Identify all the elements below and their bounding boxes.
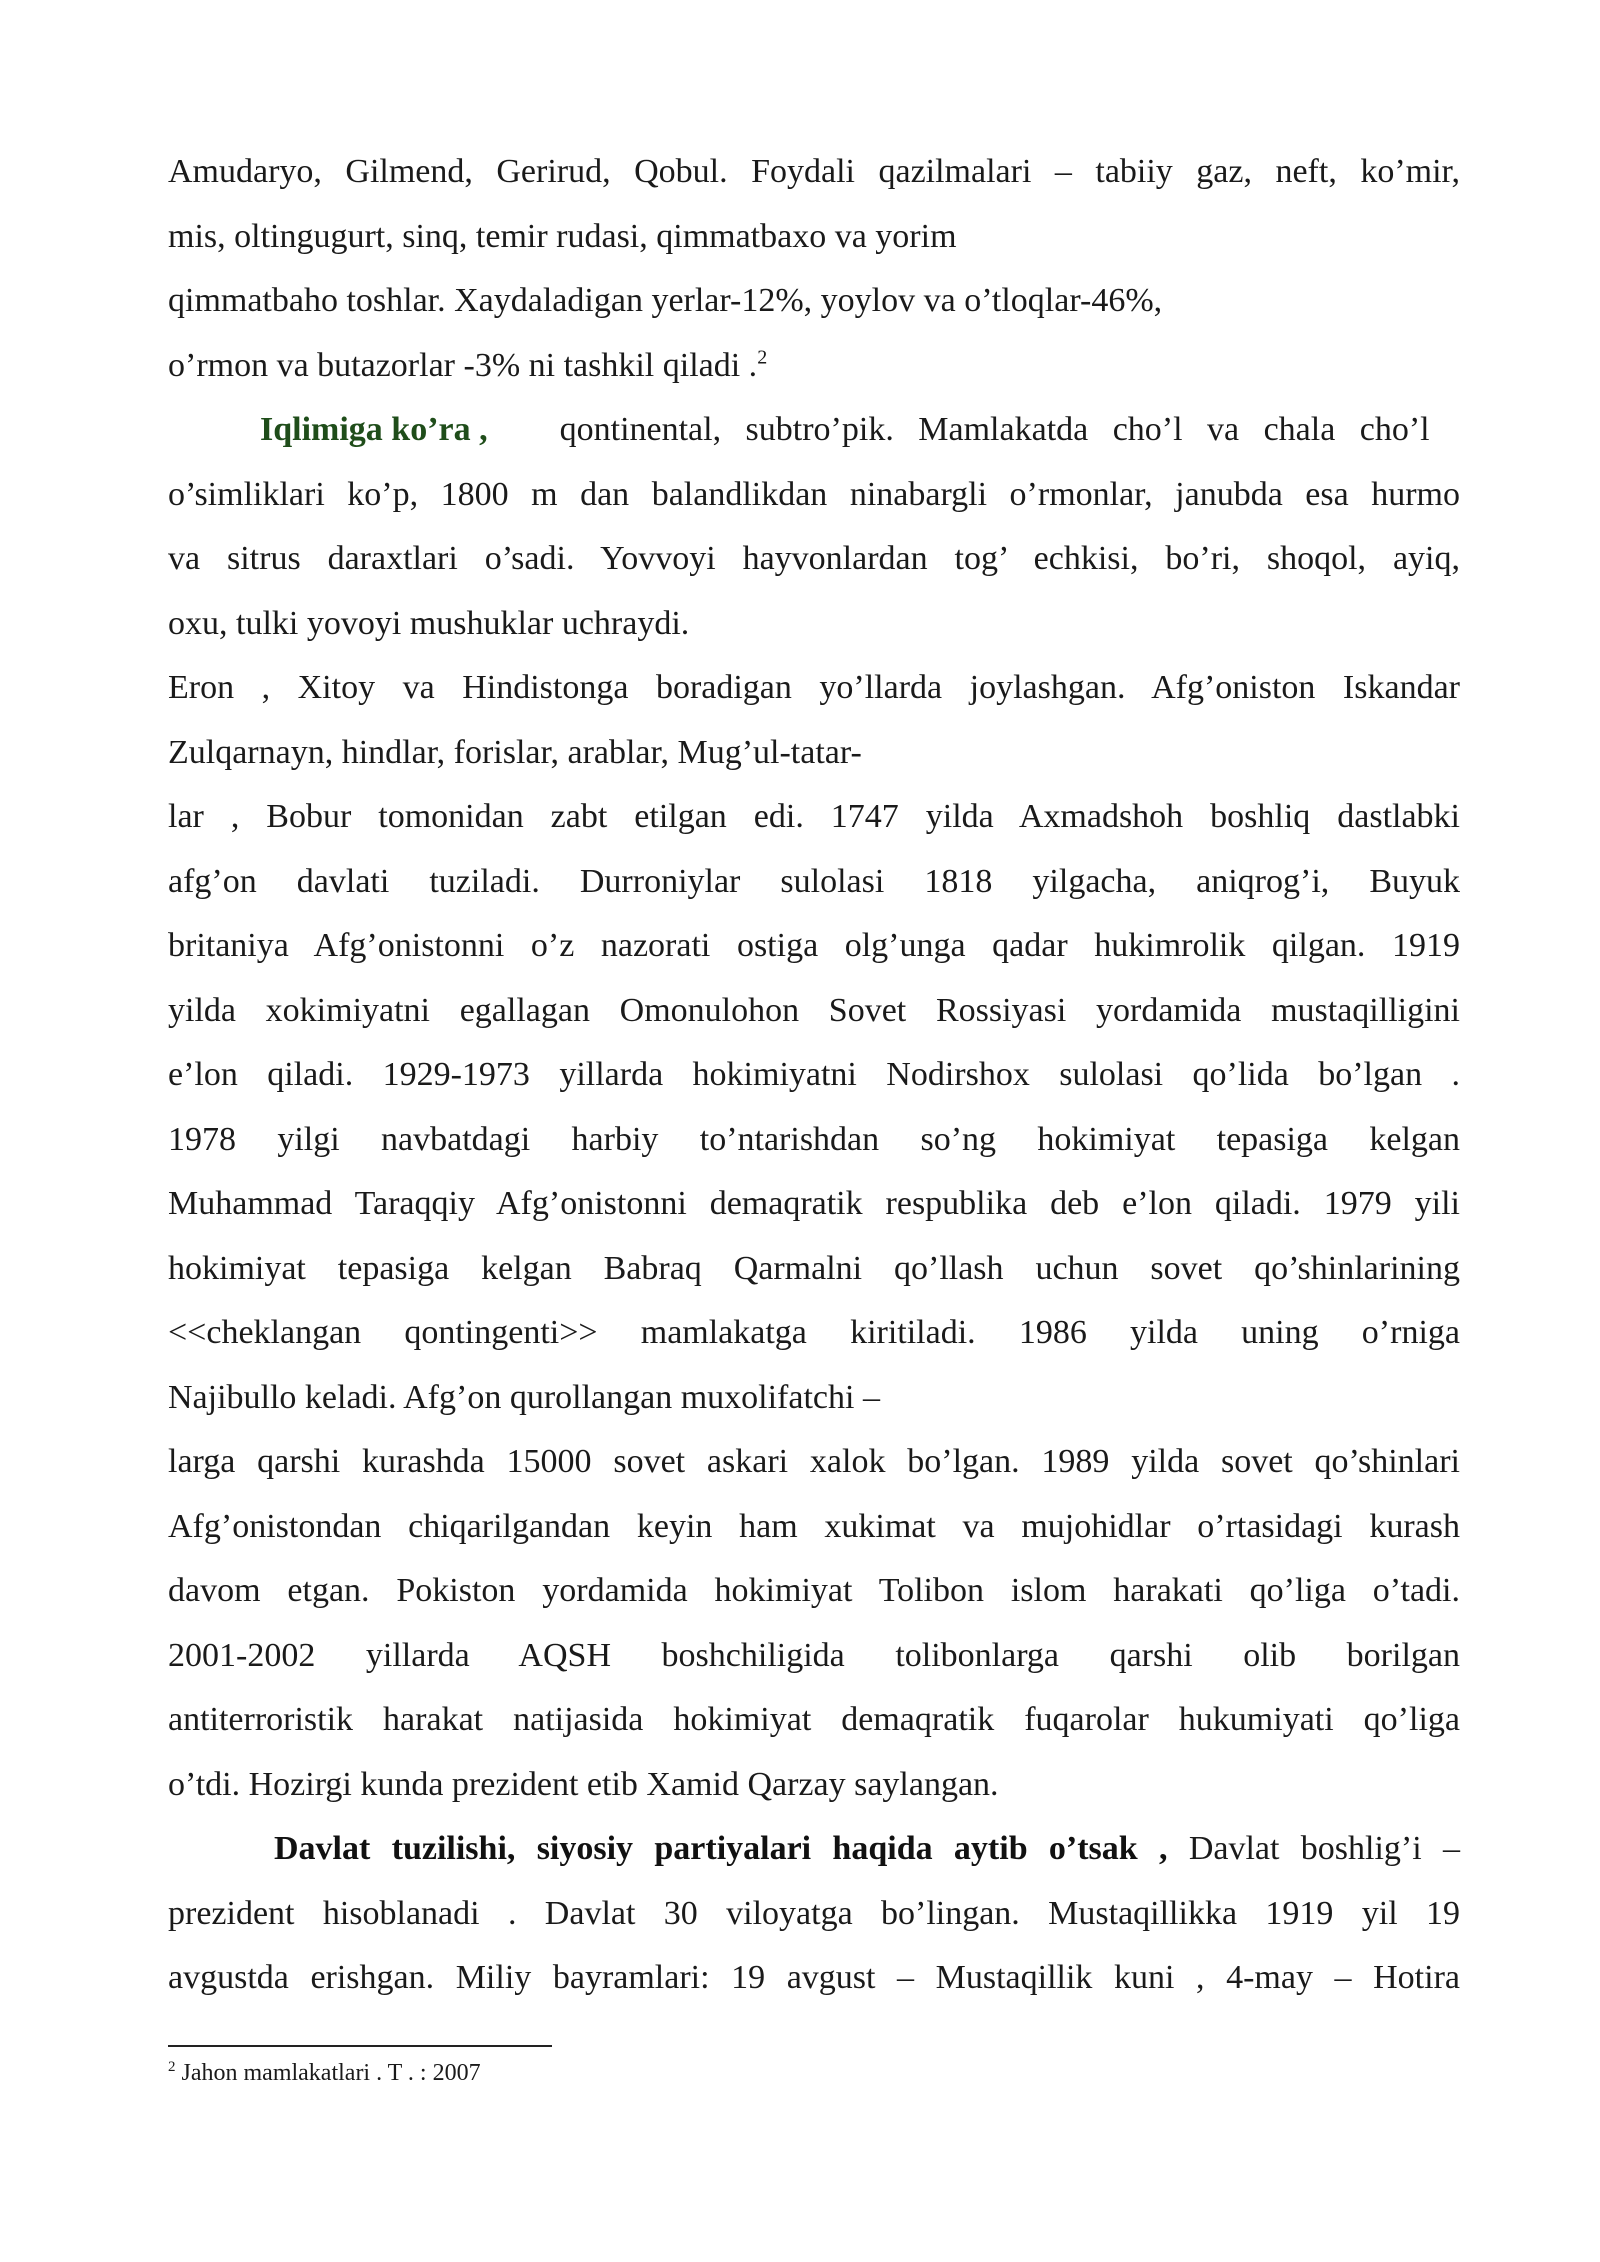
body-line: mis, oltingugurt, sinq, temir rudasi, qimmatbaxo va yorim	[168, 217, 957, 255]
body-line: yilda xokimiyatni egallagan Omonulohon Sovet Rossiyasi yordamida mustaqilligini	[168, 991, 1460, 1029]
body-line	[168, 334, 1460, 399]
body-line: 1978 yilgi navbatdagi harbiy to’ntarishdan so’ng hokimiyat tepasiga kelgan	[168, 1120, 1460, 1158]
climate-paragraph-start	[168, 398, 1460, 463]
body-line: antiterroristik harakat natijasida hokimiyat demaqratik fuqarolar hukumiyati qo’liga	[168, 1701, 1460, 1738]
body-line: Amudaryo, Gilmend, Gerirud, Qobul. Foydali qazilmalari – tabiiy gaz, neft, ko’mir,	[168, 153, 1460, 190]
body-line: <<cheklangan qontingenti>> mamlakatga kiritiladi. 1986 yilda uning o’rniga	[168, 1314, 1460, 1351]
body-line-text: Davlat boshlig’i –	[1188, 1830, 1460, 1867]
footnote-number: 2	[168, 2059, 176, 2075]
body-line: o’simliklari ko’p, 1800 m dan balandlikdan ninabargli o’rmonlar, janubda esa hurmo	[168, 475, 1460, 513]
body-line: Zulqarnayn, hindlar, forislar, arablar, Mug’ul-tatar-	[168, 733, 862, 771]
body-line: prezident hisoblanadi . Davlat 30 viloyatga bo’lingan. Mustaqillikka 1919 yil 19	[168, 1894, 1460, 1932]
body-line: e’lon qiladi. 1929-1973 yillarda hokimiyatni Nodirshox sulolasi qo’lida bo’lgan .	[168, 1056, 1460, 1093]
footnote-separator	[168, 2045, 552, 2047]
body-line: larga qarshi kurashda 15000 sovet askari xalok bo’lgan. 1989 yilda sovet qo’shinlari	[168, 1443, 1460, 1480]
body-line: qimmatbaho toshlar. Xaydaladigan yerlar-12%, yoylov va o’tloqlar-46%,	[168, 282, 1163, 319]
footnote-text: Jahon mamlakatlari . T . : 2007	[181, 2060, 481, 2086]
footnote	[168, 2058, 481, 2088]
body-line-text: qontinental, subtro’pik. Mamlakatda cho’l va chala cho’l	[559, 411, 1430, 448]
body-line: Eron , Xitoy va Hindistonga boradigan yo’llarda joylashgan. Afg’oniston Iskandar	[168, 669, 1460, 706]
body-line: va sitrus daraxtlari o’sadi. Yovvoyi hayvonlardan tog’ echkisi, bo’ri, shoqol, ayiq,	[168, 540, 1460, 577]
climate-heading: Iqlimiga ko’ra ,	[260, 411, 488, 448]
body-line-text: o’rmon va butazorlar -3% ni tashkil qiladi .	[168, 346, 758, 384]
body-line: avgustda erishgan. Miliy bayramlari: 19 avgust – Mustaqillik kuni , 4-may – Hotira	[168, 1959, 1460, 1996]
body-line: britaniya Afg’onistonni o’z nazorati ostiga olg’unga qadar hukimrolik qilgan. 1919	[168, 927, 1460, 964]
body-line: davom etgan. Pokiston yordamida hokimiyat Tolibon islom harakati qo’liga o’tadi.	[168, 1572, 1460, 1609]
body-line: oxu, tulki yovoyi mushuklar uchraydi.	[168, 604, 690, 642]
government-paragraph-start	[168, 1817, 1460, 1882]
body-line: afg’on davlati tuziladi. Durroniylar sulolasi 1818 yilgacha, aniqrog’i, Buyuk	[168, 862, 1460, 900]
body-line: Afg’onistondan chiqarilgandan keyin ham xukimat va mujohidlar o’rtasidagi kurash	[168, 1507, 1460, 1545]
body-line: Muhammad Taraqqiy Afg’onistonni demaqratik respublika deb e’lon qiladi. 1979 yili	[168, 1185, 1460, 1222]
body-line: o’tdi. Hozirgi kunda prezident etib Xamid Qarzay saylangan.	[168, 1765, 999, 1803]
body-line: hokimiyat tepasiga kelgan Babraq Qarmalni qo’llash uchun sovet qo’shinlarining	[168, 1249, 1460, 1287]
document-page	[168, 140, 1460, 2011]
body-line: lar , Bobur tomonidan zabt etilgan edi. 1747 yilda Axmadshoh boshliq dastlabki	[168, 798, 1460, 835]
footnote-reference[interactable]: 2	[757, 346, 768, 369]
body-line: 2001-2002 yillarda AQSH boshchiligida tolibonlarga qarshi olib borilgan	[168, 1636, 1460, 1674]
government-heading: Davlat tuzilishi, siyosiy partiyalari haqida aytib o’tsak ,	[274, 1830, 1168, 1867]
body-line: Najibullo keladi. Afg’on qurollangan muxolifatchi –	[168, 1378, 880, 1416]
